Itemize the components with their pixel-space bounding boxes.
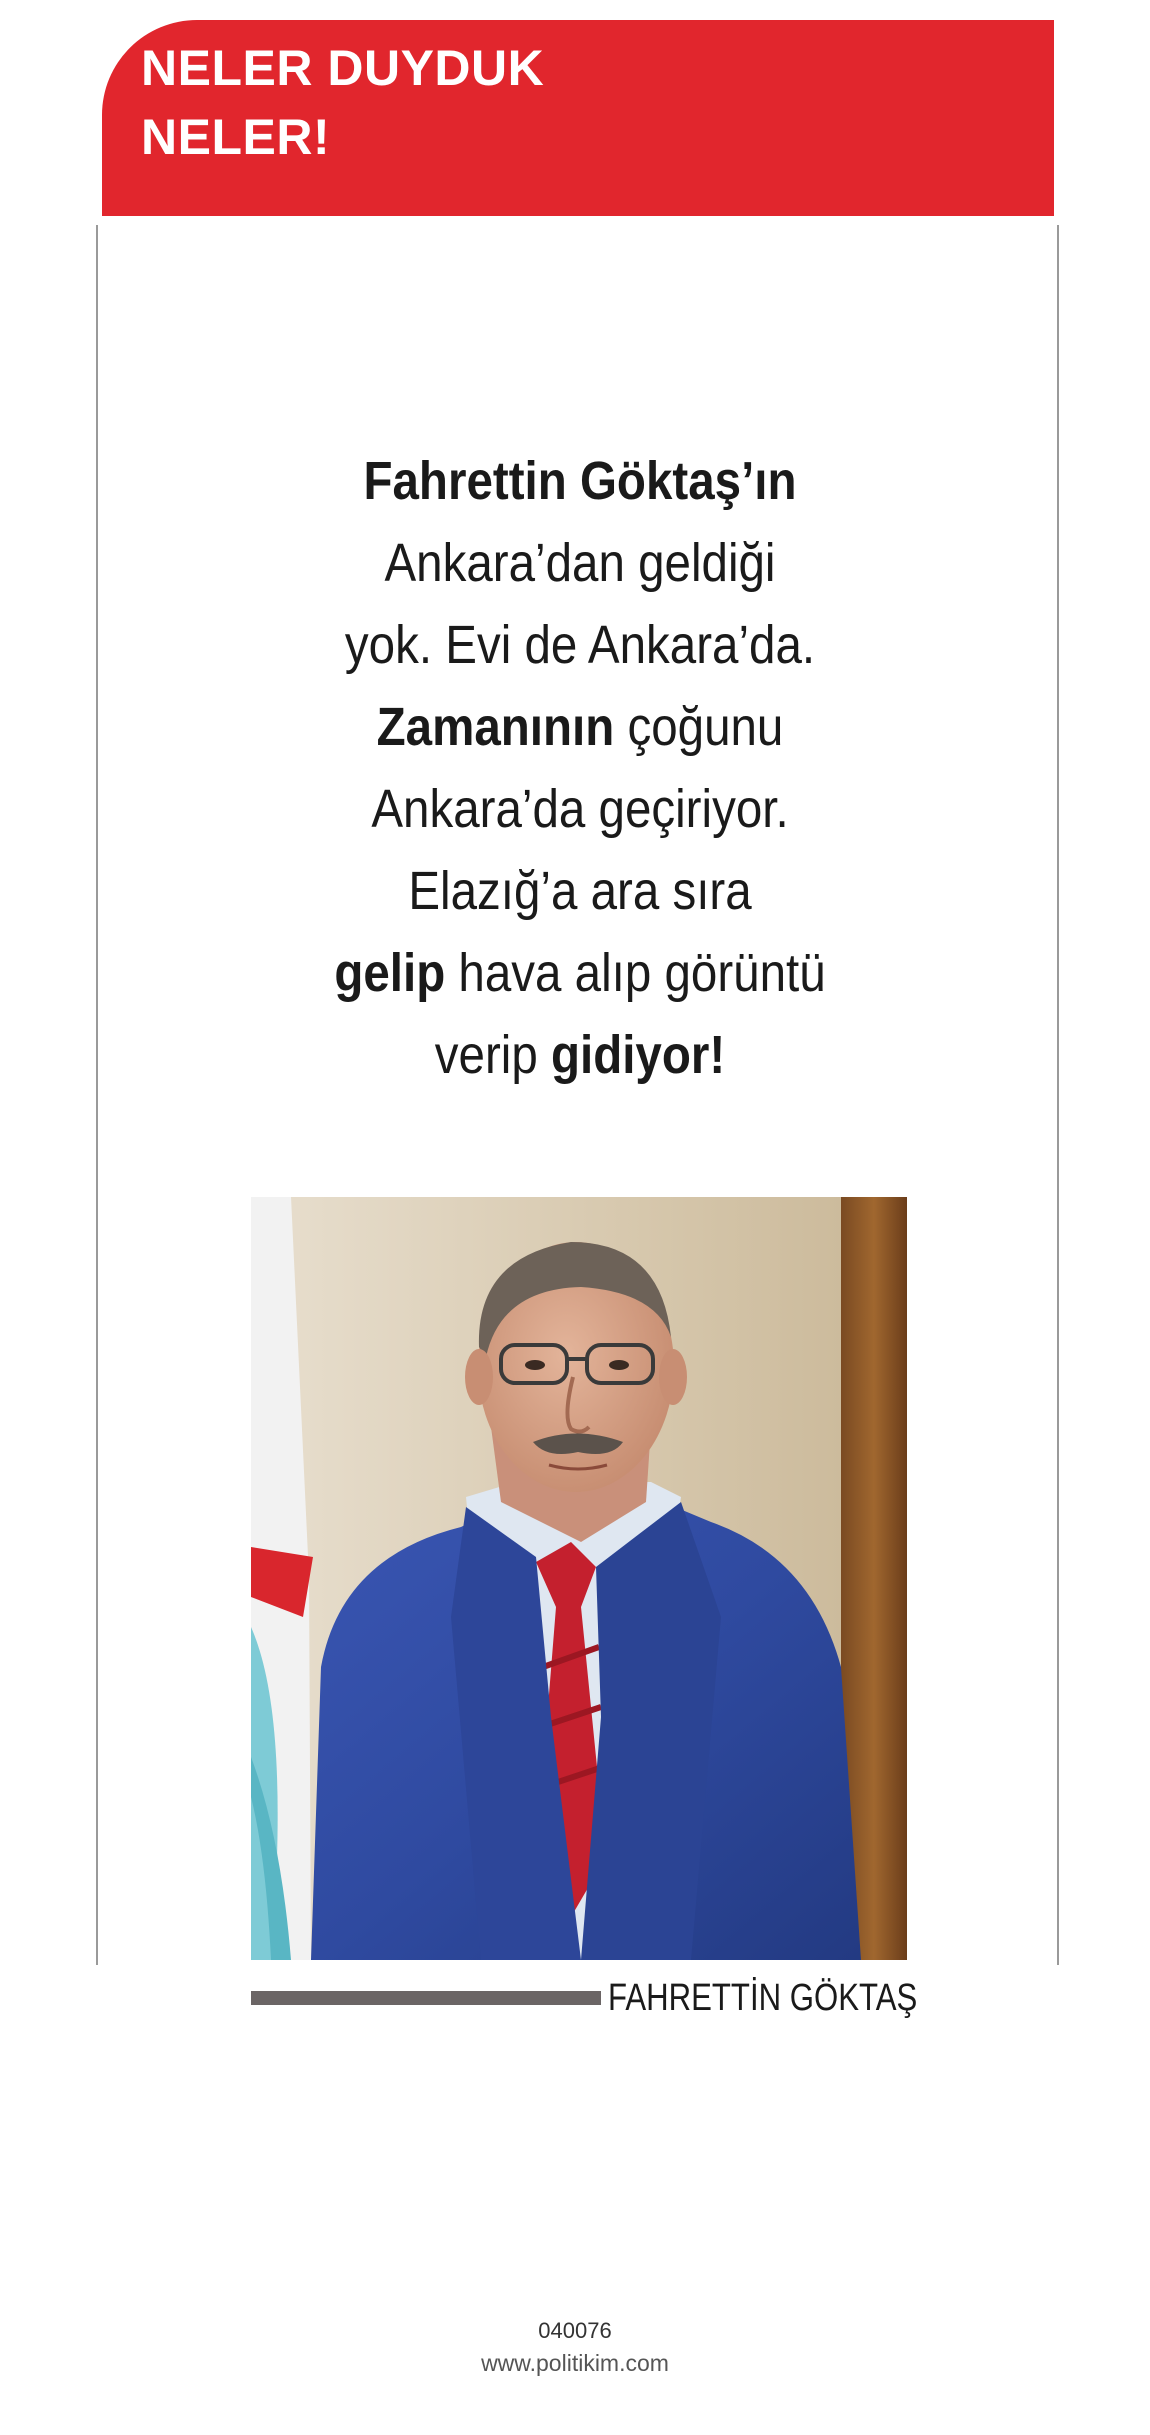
quote-run: verip xyxy=(434,1025,551,1085)
quote-bold-run: Fahrettin Göktaş’ın xyxy=(363,451,797,511)
quote-run: çoğunu xyxy=(614,697,784,757)
header-title-line-1: NELER DUYDUK xyxy=(141,40,545,96)
footer-url[interactable]: www.politikim.com xyxy=(481,2350,669,2376)
quote-bold-run: gidiyor! xyxy=(550,1025,726,1085)
portrait-photo xyxy=(251,1197,907,1960)
quote-line xyxy=(219,1014,941,1096)
quote-line xyxy=(219,850,941,932)
quote-run: Ankara’da geçiriyor. xyxy=(371,779,789,839)
caption-name: FAHRETTİN GÖKTAŞ xyxy=(608,1977,918,2019)
quote-line xyxy=(219,686,941,768)
quote-line xyxy=(219,768,941,850)
quote-text xyxy=(219,440,941,1096)
quote-run: hava alıp görüntü xyxy=(445,943,826,1003)
header-title-line-2: NELER! xyxy=(141,109,331,165)
frame-right-line xyxy=(1057,225,1059,1965)
quote-line xyxy=(219,440,941,522)
quote-line xyxy=(219,604,941,686)
quote-bold-run: gelip xyxy=(334,943,446,1003)
quote-run: Elazığ’a ara sıra xyxy=(408,861,752,921)
quote-run: yok. Evi de Ankara’da. xyxy=(344,615,816,675)
frame-left-line xyxy=(96,225,98,1965)
quote-line xyxy=(219,932,941,1014)
caption-bar xyxy=(251,1991,601,2005)
footer-code: 040076 xyxy=(538,2318,612,2343)
quote-run: Ankara’dan geldiği xyxy=(384,533,776,593)
quote-bold-run: Zamanının xyxy=(376,697,615,757)
header-title xyxy=(141,34,841,172)
quote-line xyxy=(219,522,941,604)
